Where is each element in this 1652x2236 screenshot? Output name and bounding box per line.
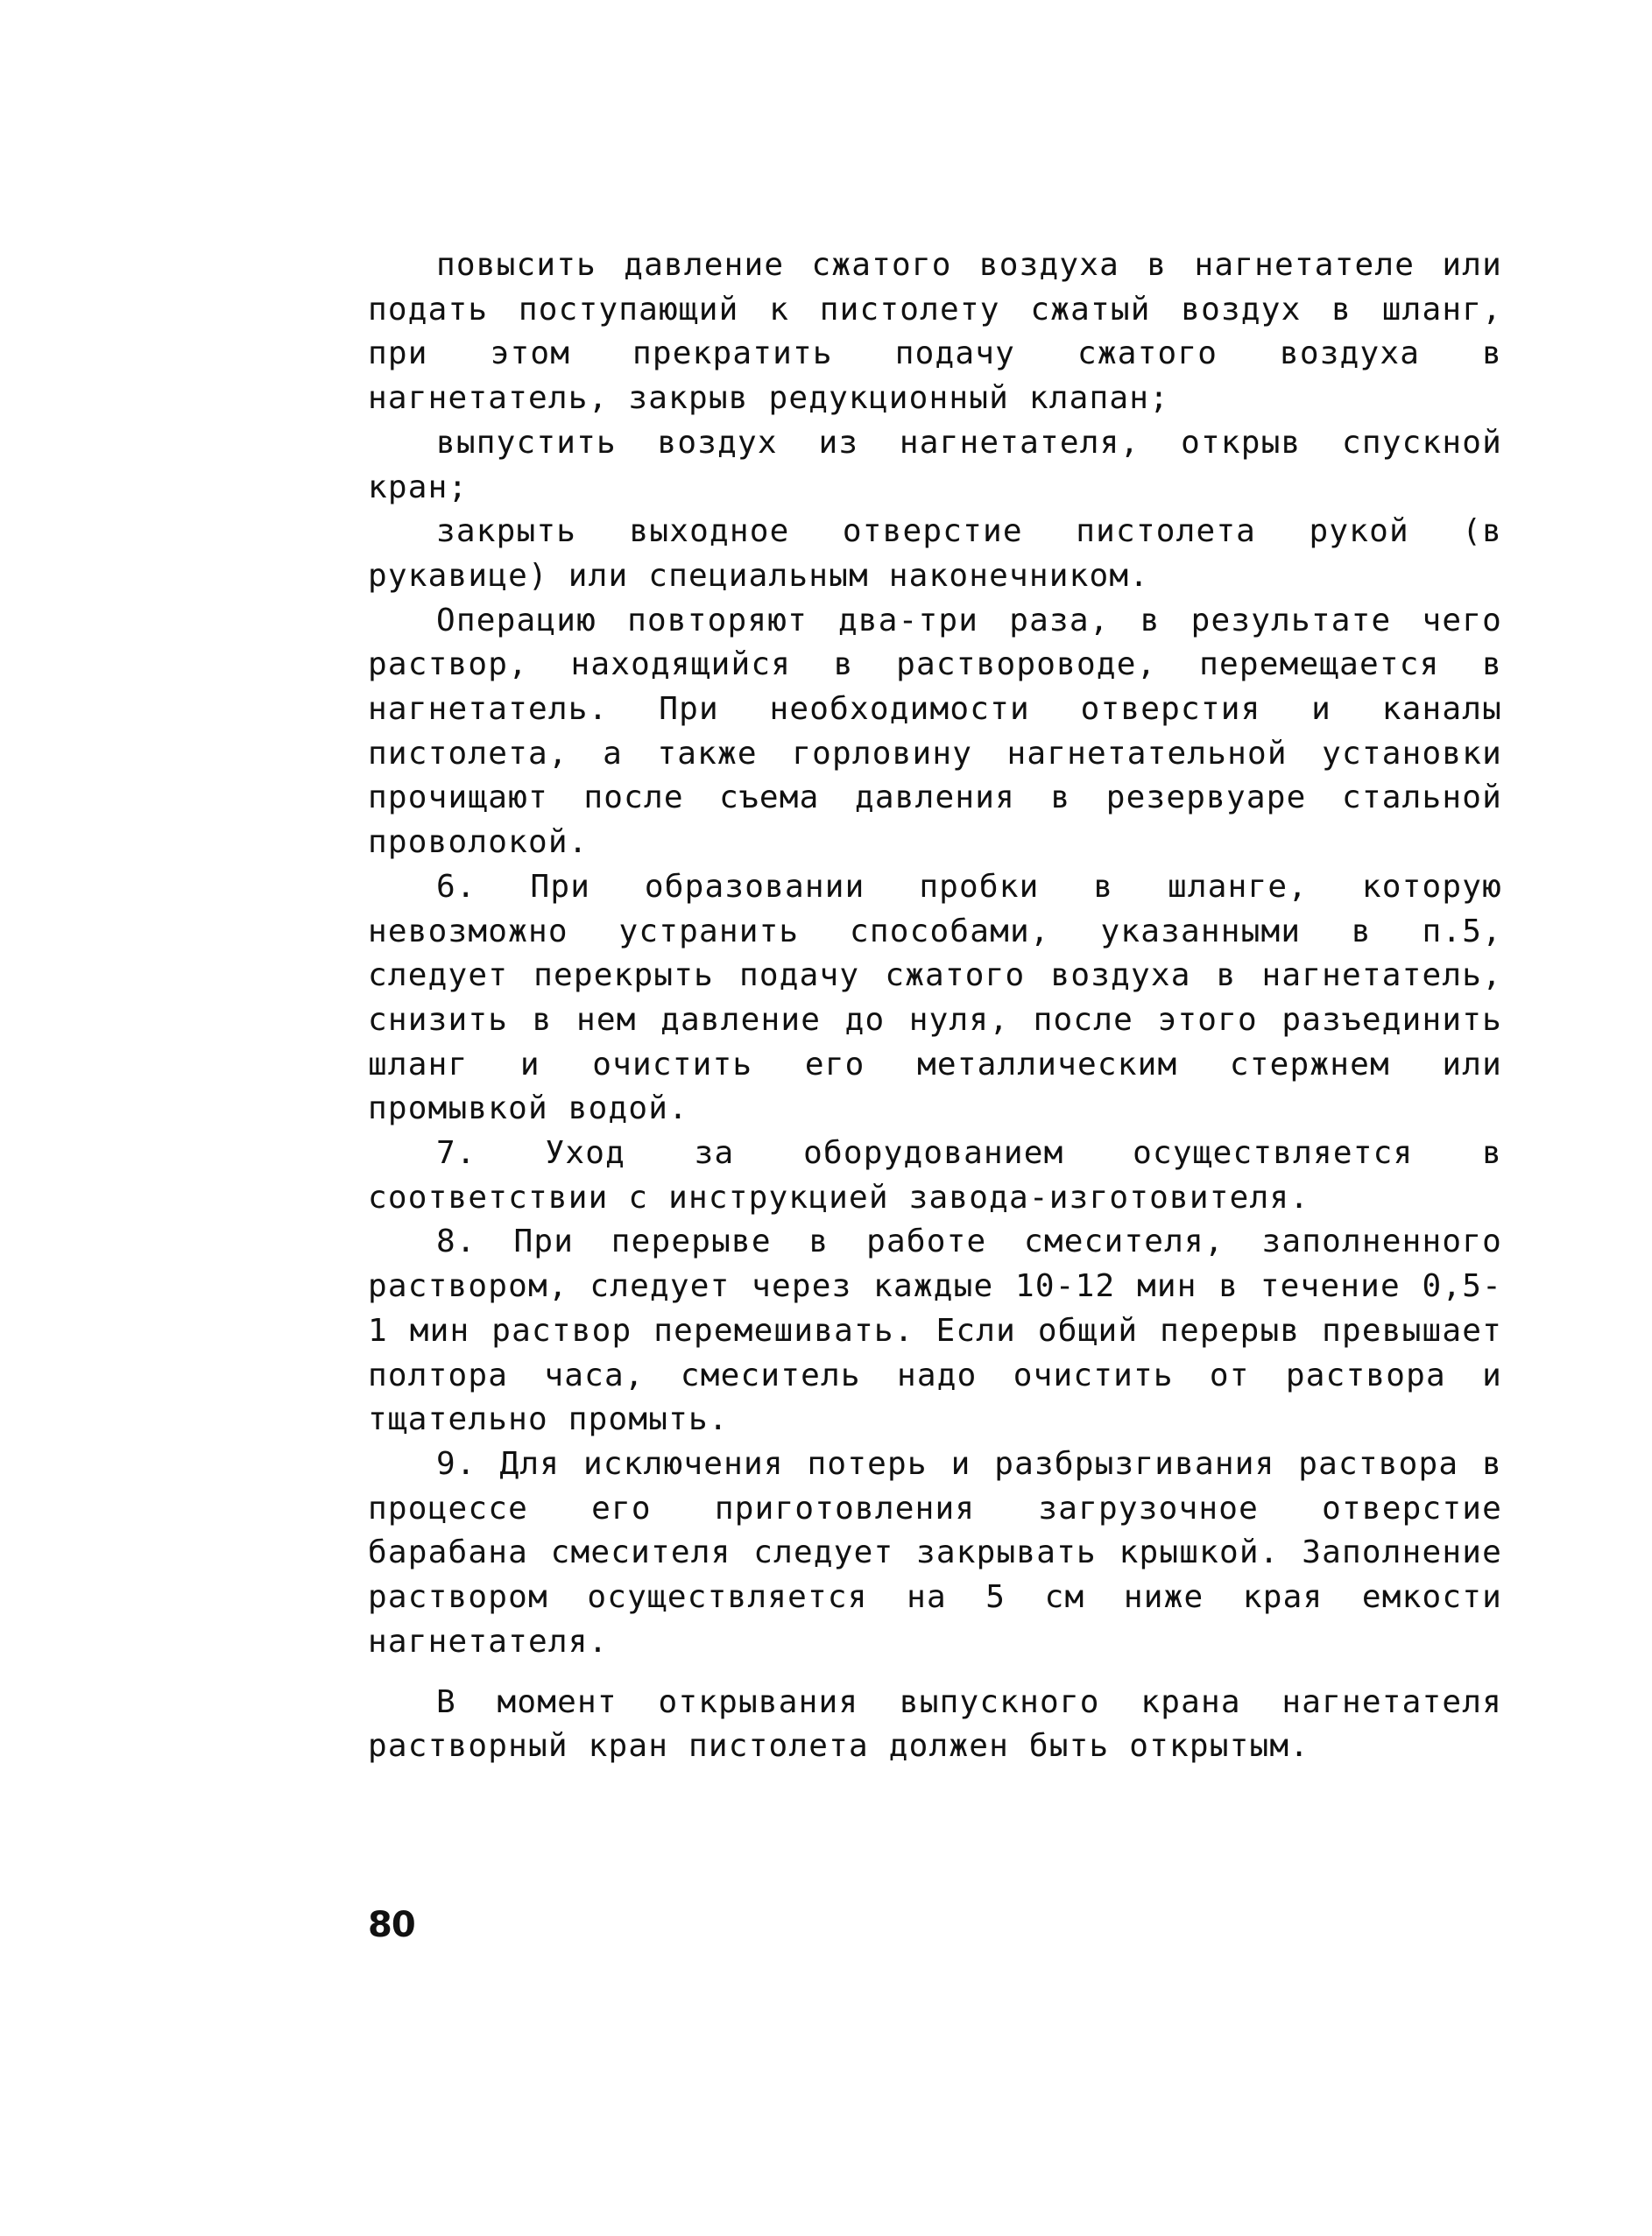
page-number: 80 bbox=[368, 1905, 415, 1945]
paragraph-close-outlet: закрыть выходное отверстие пистолета рукой (в рукавице) или специальным наконечником. bbox=[368, 513, 1502, 594]
body-text bbox=[368, 243, 1502, 1769]
paragraph-valve-note: В момент открывания выпускного крана нагнетателя растворный кран пистолета должен быть открытым. bbox=[368, 1683, 1502, 1765]
paragraph-item-9: 9. Для исключения потерь и разбрызгивания раствора в процессе его приготовления загрузочное отверстие барабана смесителя следует закрывать крышкой. Заполнение раствором осуществляется на 5 см ниже края емкости нагнетателя. bbox=[368, 1445, 1502, 1660]
paragraph-continuation: повысить давление сжатого воздуха в нагнетателе или подать поступающий к пистолету сжатый воздух в шланг, при этом прекратить подачу сжатого воздуха в нагнетатель, закрыв редукционный клапан; bbox=[368, 247, 1502, 417]
paragraph-repeat-operation: Операцию повторяют два-три раза, в результате чего раствор, находящийся в раствороводе, перемещается в нагнетатель. При необходимости отверстия и каналы пистолета, а также горловину нагнетательной установки прочищают после съема давления в резервуаре стальной проволокой. bbox=[368, 602, 1502, 861]
paragraph-release-air: выпустить воздух из нагнетателя, открыв спускной кран; bbox=[368, 424, 1502, 505]
paragraph-item-8: 8. При перерыве в работе смесителя, заполненного раствором, следует через каждые 10-12 мин в течение 0,5-1 мин раствор перемешивать. Если общий перерыв превышает полтора часа, смеситель надо очистить от раствора и тщательно промыть. bbox=[368, 1224, 1502, 1438]
paragraph-item-7: 7. Уход за оборудованием осуществляется в соответствии с инструкцией завода-изготовителя. bbox=[368, 1135, 1502, 1216]
paragraph-item-6: 6. При образовании пробки в шланге, которую невозможно устранить способами, указанными в п.5, следует перекрыть подачу сжатого воздуха в нагнетатель, снизить в нем давление до нуля, после этого разъединить шланг и очистить его металлическим стержнем или промывкой водой. bbox=[368, 868, 1502, 1127]
